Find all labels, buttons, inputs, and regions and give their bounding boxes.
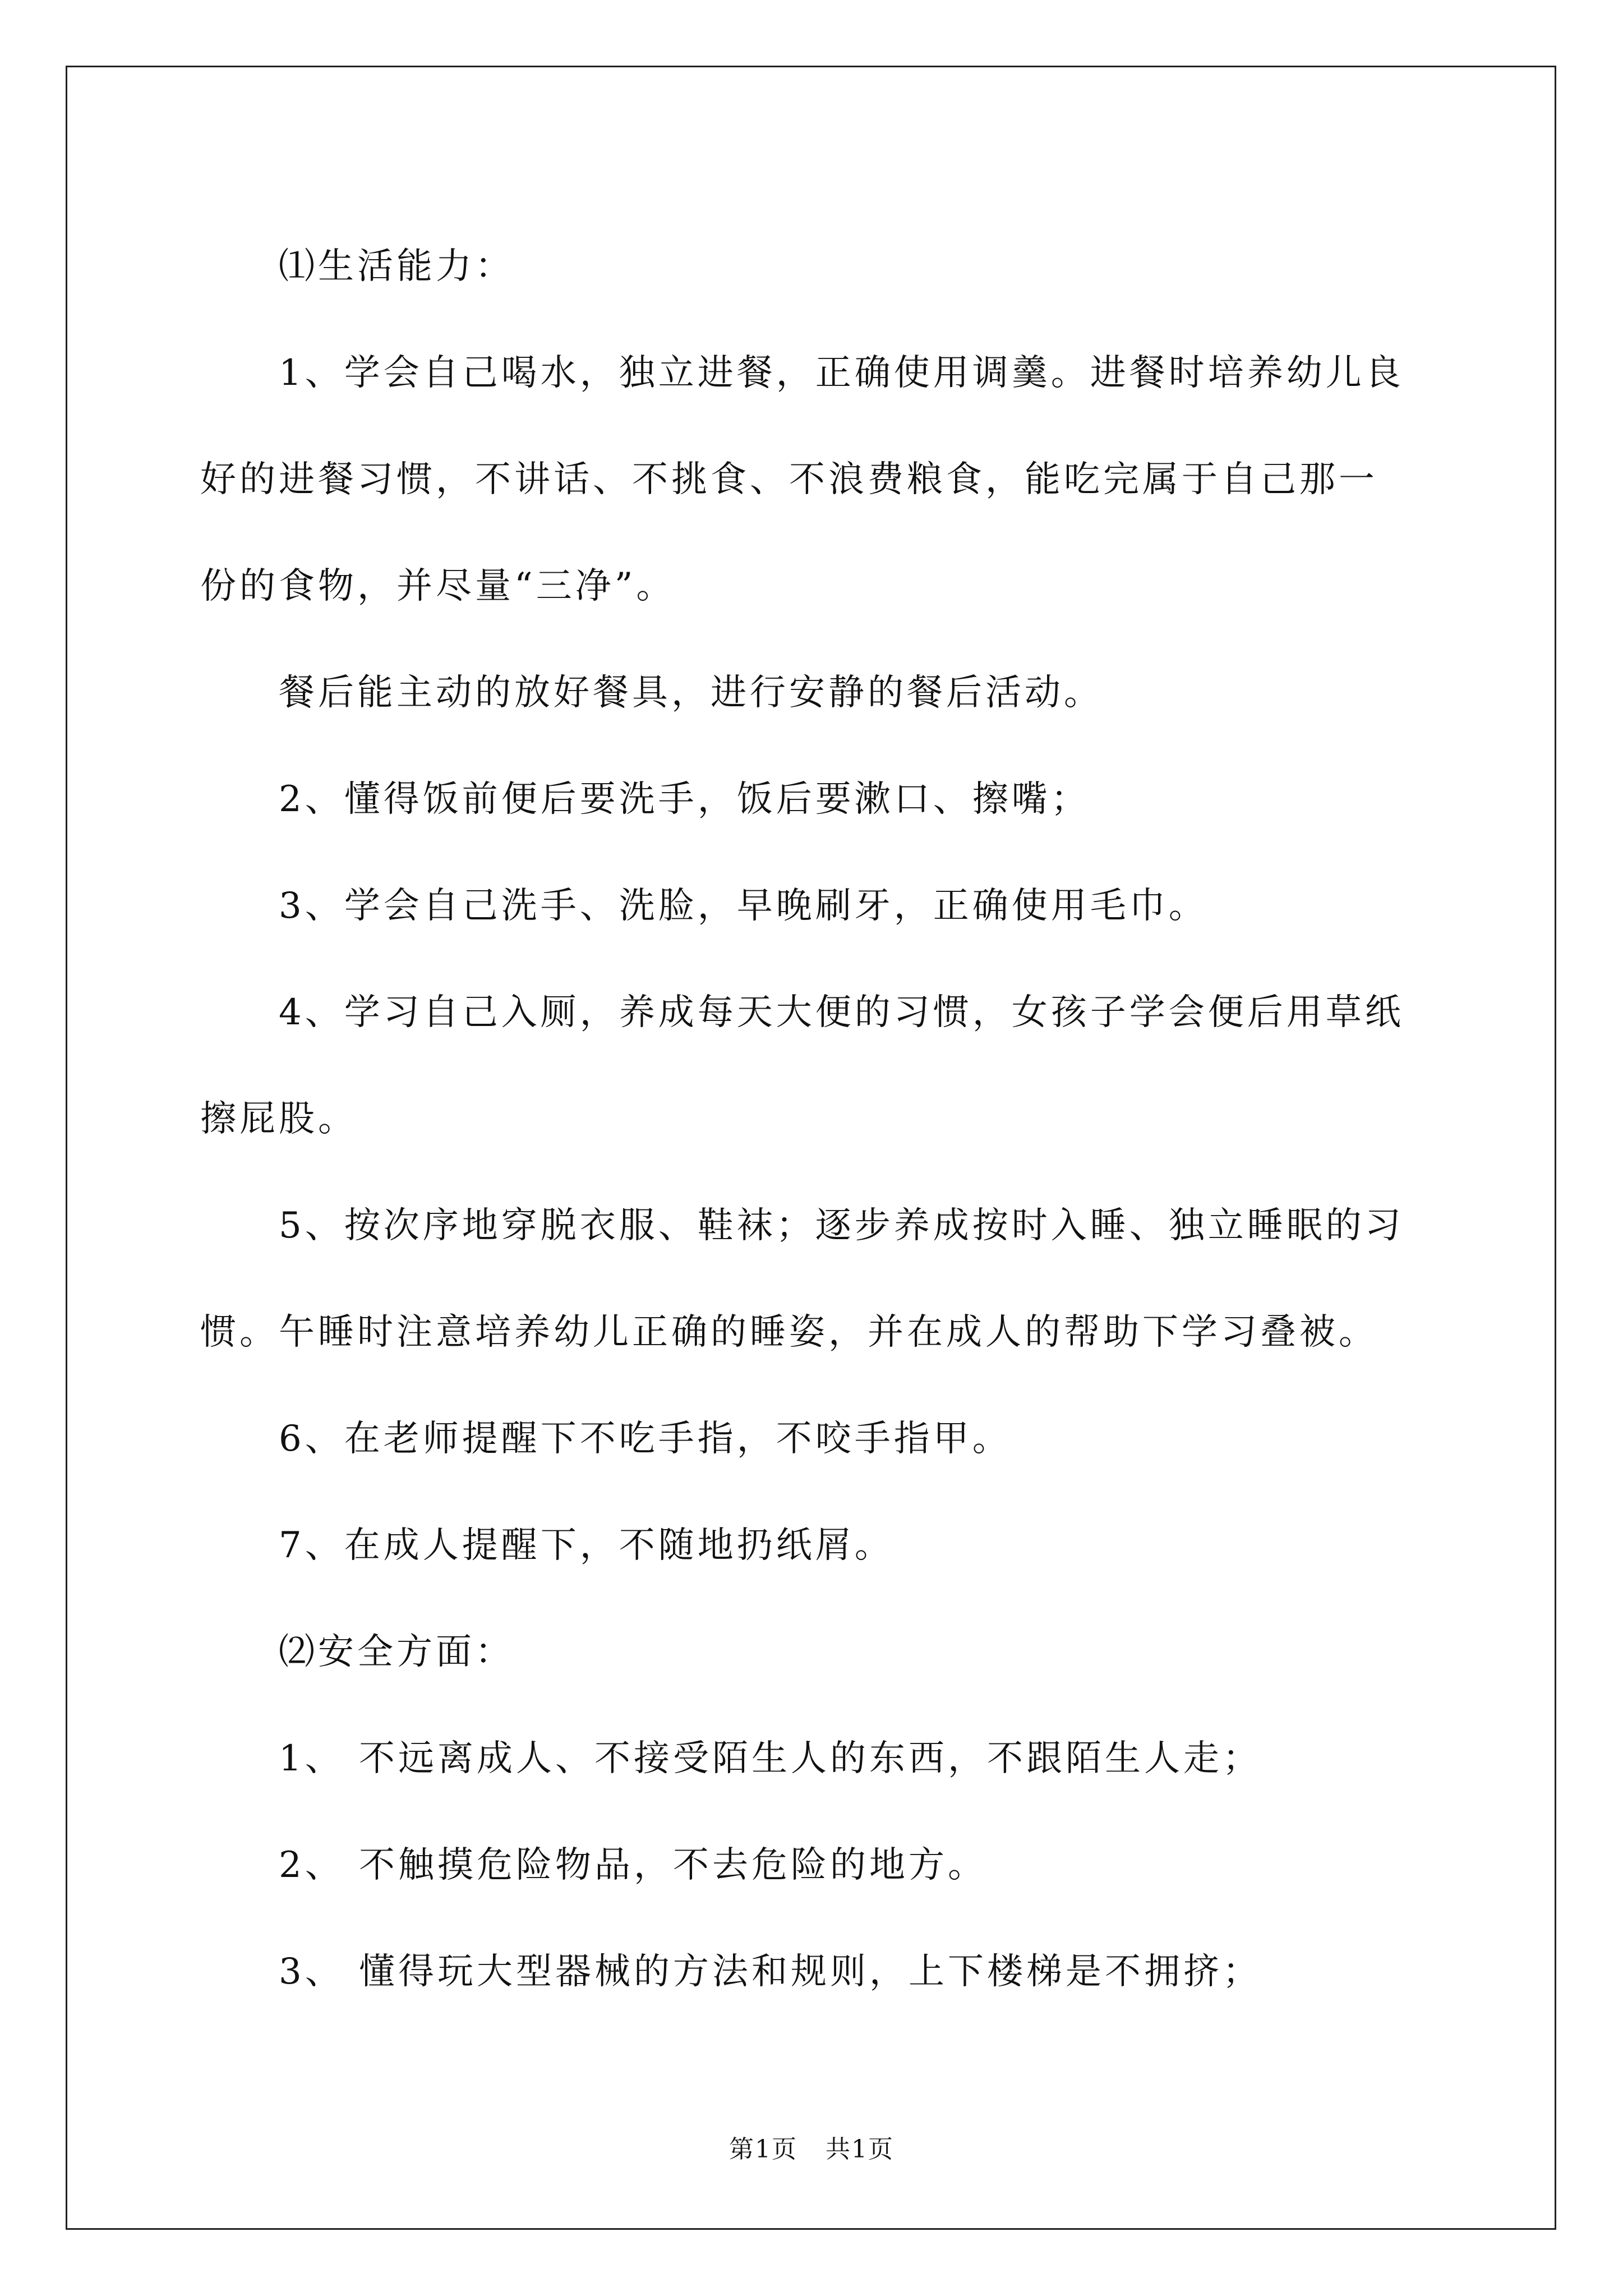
paragraph-line: 3、 懂得玩大型器械的方法和规则，上下楼梯是不拥挤； [279, 1951, 1262, 1993]
paragraph-line: 份的食物，并尽量“三净”。 [200, 565, 676, 607]
paragraph [200, 1812, 1434, 1918]
paragraph [200, 1172, 1434, 1386]
page-number-total: 共1页 [826, 2135, 894, 2164]
paragraph-line: 1、学会自己喝水，独立进餐，正确使用调羹。进餐时培养幼儿良 [279, 352, 1404, 394]
page-footer [0, 2129, 1623, 2165]
paragraph [200, 746, 1434, 853]
paragraph-line: 5、按次序地穿脱衣服、鞋袜；逐步养成按时入睡、独立睡眠的习 [279, 1205, 1404, 1246]
paragraph [200, 639, 1434, 746]
paragraph-line: ⑴生活能力： [279, 246, 514, 287]
paragraph [200, 1599, 1434, 1705]
paragraph-line: 惯。午睡时注意培养幼儿正确的睡姿，并在成人的帮助下学习叠被。 [200, 1312, 1378, 1353]
paragraph [200, 1705, 1434, 1812]
paragraph [200, 1918, 1434, 2025]
paragraph-line: 2、懂得饭前便后要洗手，饭后要漱口、擦嘴； [279, 779, 1090, 820]
paragraph-line: 6、在老师提醒下不吃手指，不咬手指甲。 [279, 1418, 1012, 1460]
page-number-current: 第1页 [729, 2135, 797, 2164]
paragraph [200, 1492, 1434, 1599]
paragraph-line: 好的进餐习惯，不讲话、不挑食、不浪费粮食，能吃完属于自己那一 [200, 459, 1378, 500]
paragraph-line: 7、在成人提醒下，不随地扔纸屑。 [279, 1525, 894, 1566]
document-body [200, 213, 1434, 2025]
paragraph [200, 320, 1434, 639]
paragraph-line: 2、 不触摸危险物品，不去危险的地方。 [279, 1844, 988, 1886]
paragraph [200, 1386, 1434, 1492]
paragraph [200, 853, 1434, 959]
paragraph [200, 959, 1434, 1172]
paragraph [200, 213, 1434, 320]
paragraph-line: 1、 不远离成人、不接受陌生人的东西，不跟陌生人走； [279, 1738, 1262, 1779]
paragraph-line: 4、学习自己入厕，养成每天大便的习惯，女孩子学会便后用草纸 [279, 992, 1404, 1033]
paragraph-line: 餐后能主动的放好餐具，进行安静的餐后活动。 [279, 672, 1103, 714]
paragraph-line: ⑵安全方面： [279, 1631, 514, 1673]
paragraph-line: 3、学会自己洗手、洗脸，早晚刷牙，正确使用毛巾。 [279, 885, 1208, 927]
paragraph-line: 擦屁股。 [200, 1098, 357, 1140]
